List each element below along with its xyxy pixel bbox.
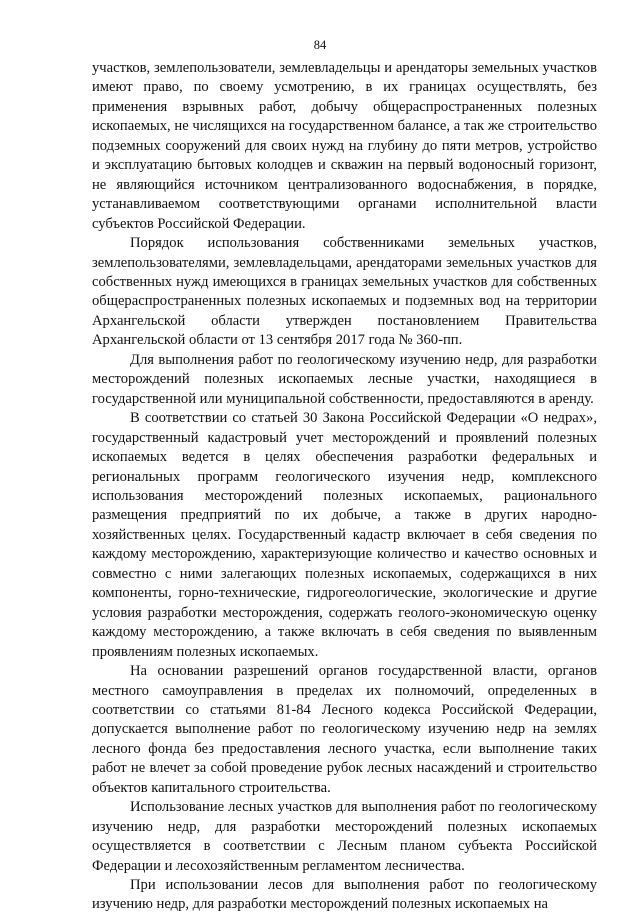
paragraph-usage-order: Порядок использования собственниками земельных участков, землепользователями, землевладельцами, арендаторами земельных участков для собственных нужд имеющихся в границах земельных участков для собственных общераспространенных полезных ископаемых и подземных вод на территории Архангельской области утвержден постановлением Правительства Архангельской области от 13 сентября 2017 года № 360-пп. bbox=[92, 235, 597, 349]
paragraph-forest-plan: Использование лесных участков для выполнения работ по геологическому изучению недр, для разработки месторождений полезных ископаемых осуществляется в соответствии с Лесным планом субъекта Российской Федерации и лесохозяйственным регламентом лесничества. bbox=[92, 799, 597, 874]
paragraph-forest-use: При использовании лесов для выполнения работ по геологическому изучению недр, для разработки месторождений полезных ископаемых на bbox=[92, 877, 597, 913]
paragraph-permits: На основании разрешений органов государственной власти, органов местного самоуправления в пределах их полномочий, определенных в соответствии со статьями 81-84 Лесного кодекса Российской Федерации, допускается выполнение работ по геологическому изучению недр на землях лесного фонда без предоставления лесного участка, если выполнение таких работ не влечет за собой проведение рубок лесных насаждений и строительство объектов капитального строительства. bbox=[92, 663, 597, 796]
paragraph-cadastre: В соответствии со статьей 30 Закона Российской Федерации «О недрах», государственный кадастровый учет месторождений и проявлений полезных ископаемых ведется в целях обеспечения разработки федеральных и региональных программ геологического изучения недр, комплексного использования месторождений полезных ископаемых, рационального размещения предприятий по их добыче, а также в других народно-хозяйственных целях. Государственный кадастр включает в себя сведения по каждому месторождению, характеризующие количество и качество основных и совместно с ними залегающих полезных ископаемых, содержащихся в них компоненты, горно-технические, гидрогеологические, экологические и другие условия разработки месторождения, содержать геолого-экономическую оценку каждому месторождению, а также включать в себя сведения по выявленным проявлениям полезных ископаемых. bbox=[92, 410, 597, 660]
page-number: 84 bbox=[313, 38, 327, 52]
paragraph-continuation: участков, землепользователи, землевладельцы и арендаторы земельных участков имеют право, по своему усмотрению, в их границах осуществлять, без применения взрывных работ, добычу общераспространенных полезных ископаемых, не числящихся на государственном балансе, а так же строительство подземных сооружений для своих нужд на глубину до пяти метров, устройство и эксплуатацию бытовых колодцев и скважин на первый водоносный горизонт, не являющийся источником централизованного водоснабжения, в порядке, устанавливаемом соответствующими органами исполнительной власти субъектов Российской Федерации. bbox=[92, 60, 597, 232]
paragraph-forest-lease: Для выполнения работ по геологическому изучению недр, для разработки месторождений полезных ископаемых лесные участки, находящиеся в государственной или муниципальной собственности, предоставляются в аренду. bbox=[92, 351, 597, 407]
body-text bbox=[92, 59, 597, 915]
